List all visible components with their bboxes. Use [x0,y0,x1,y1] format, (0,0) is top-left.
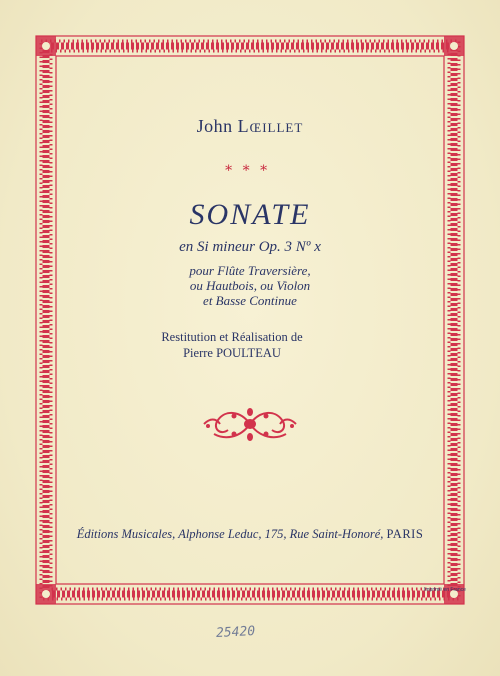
instrumentation-line-3: et Basse Continue [203,293,297,308]
composer-name [0,116,500,137]
publisher-line [0,527,500,542]
work-title: SONATE [189,198,311,231]
floral-ornament [200,400,300,448]
restitution-credit: Restitution et Réalisation de [161,330,303,344]
composer-first-name: John [196,116,233,136]
instrumentation-line-2: ou Hautbois, ou Violon [189,278,311,293]
handwritten-catalog-number: 25420 [215,623,256,642]
arranger-name: Pierre POULTEAU [183,346,281,360]
instrumentation-line-1: pour Flûte Traversière, [189,263,311,278]
composer-last-name: Lœillet [237,116,304,136]
printed-in-france-note: Imprimé en France [424,587,466,593]
publisher-city: PARIS [386,527,424,541]
publisher-name-address: Éditions Musicales, Alphonse Leduc, 175, Rue Saint-Honoré, [76,527,387,541]
work-subtitle: en Si mineur Op. 3 Nº x [179,239,321,255]
star-separator: ∗∗∗ [223,161,277,176]
